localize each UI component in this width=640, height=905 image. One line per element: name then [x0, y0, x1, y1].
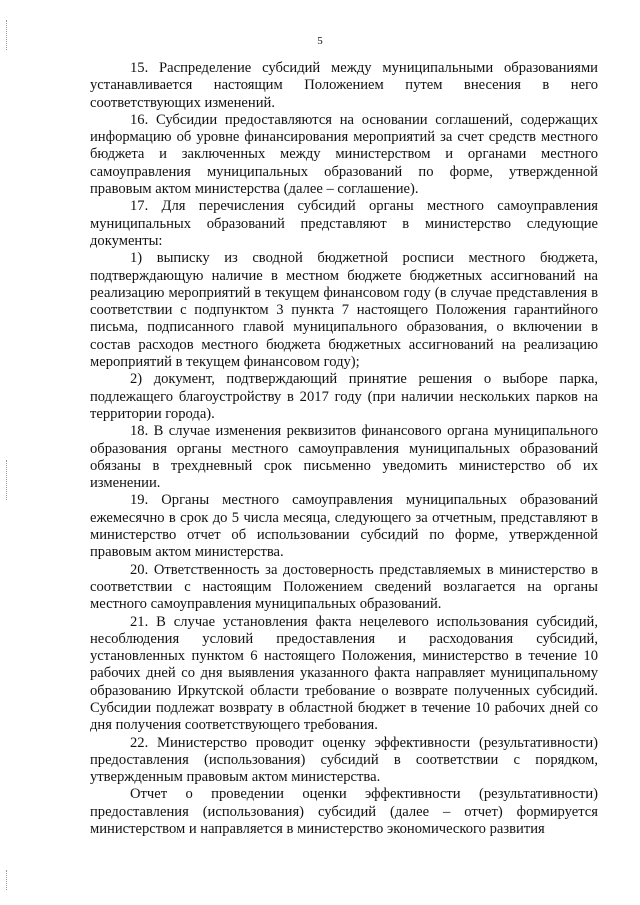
paragraph-18: 18. В случае изменения реквизитов финансового органа муниципального образования органы местного самоуправления муниципальных образований обязаны в трехдневный срок письменно уведомить министерство об их изменении. [90, 423, 598, 492]
paragraph-22: 22. Министерство проводит оценку эффективности (результативности) предоставления (использования) субсидий в соответствии с порядком, утвержденным правовым актом министерства. [90, 734, 598, 786]
paragraph-report: Отчет о проведении оценки эффективности (результативности) предоставления (использования) субсидий (далее – отчет) формируется министерством и направляется в министерство экономического развития [90, 786, 598, 838]
paragraph-15: 15. Распределение субсидий между муниципальными образованиями устанавливается настоящим Положением путем внесения в него соответствующих изменений. [90, 60, 598, 111]
scan-margin-mark [6, 870, 8, 890]
paragraph-20: 20. Ответственность за достоверность представляемых в министерство в соответствии с настоящим Положением сведений возлагается на органы местного самоуправления муниципальных образований. [90, 561, 598, 613]
scan-margin-mark [6, 460, 8, 500]
paragraph-21: 21. В случае установления факта нецелевого использования субсидий, несоблюдения условий предоставления и расходования субсидий, установленных пунктом 6 настоящего Положения, министерство в течение 10 рабочих дней со дня выявления указанного факта направляет муниципальному образованию Иркутской области требование о возврате полученных субсидий. Субсидии подлежат возврату в областной бюджет в течение 10 рабочих дней со дня получения соответствующего требования. [90, 613, 598, 734]
paragraph-17-item-1: 1) выписку из сводной бюджетной росписи местного бюджета, подтверждающую наличие в местном бюджете бюджетных ассигнований на реализацию мероприятий в текущем финансовом году (в случае представления в соответствии с подпунктом 3 пункта 7 настоящего Положения гарантийного письма, подписанного главой муниципального образования, о включении в состав расходов местного бюджета бюджетных ассигнований на реализацию мероприятий в текущем финансовом году); [90, 250, 598, 371]
paragraph-16: 16. Субсидии предоставляются на основании соглашений, содержащих информацию об уровне финансирования мероприятий за счет средств местного бюджета и заключенных между министерством и органами местного самоуправления муниципальных образований по форме, утвержденной правовым актом министерства (далее – соглашение). [90, 111, 598, 198]
page-number: 5 [317, 35, 323, 47]
paragraph-19: 19. Органы местного самоуправления муниципальных образований ежемесячно в срок до 5 числа месяца, следующего за отчетным, представляют в министерство отчет об использовании субсидий по форме, утвержденной правовым актом министерства. [90, 492, 598, 561]
paragraph-17: 17. Для перечисления субсидий органы местного самоуправления муниципальных образований представляют в министерство следующие документы: [90, 198, 598, 249]
paragraph-17-item-2: 2) документ, подтверждающий принятие решения о выборе парка, подлежащего благоустройству в 2017 году (при наличии нескольких парков на территории города). [90, 371, 598, 422]
document-body [90, 60, 598, 838]
